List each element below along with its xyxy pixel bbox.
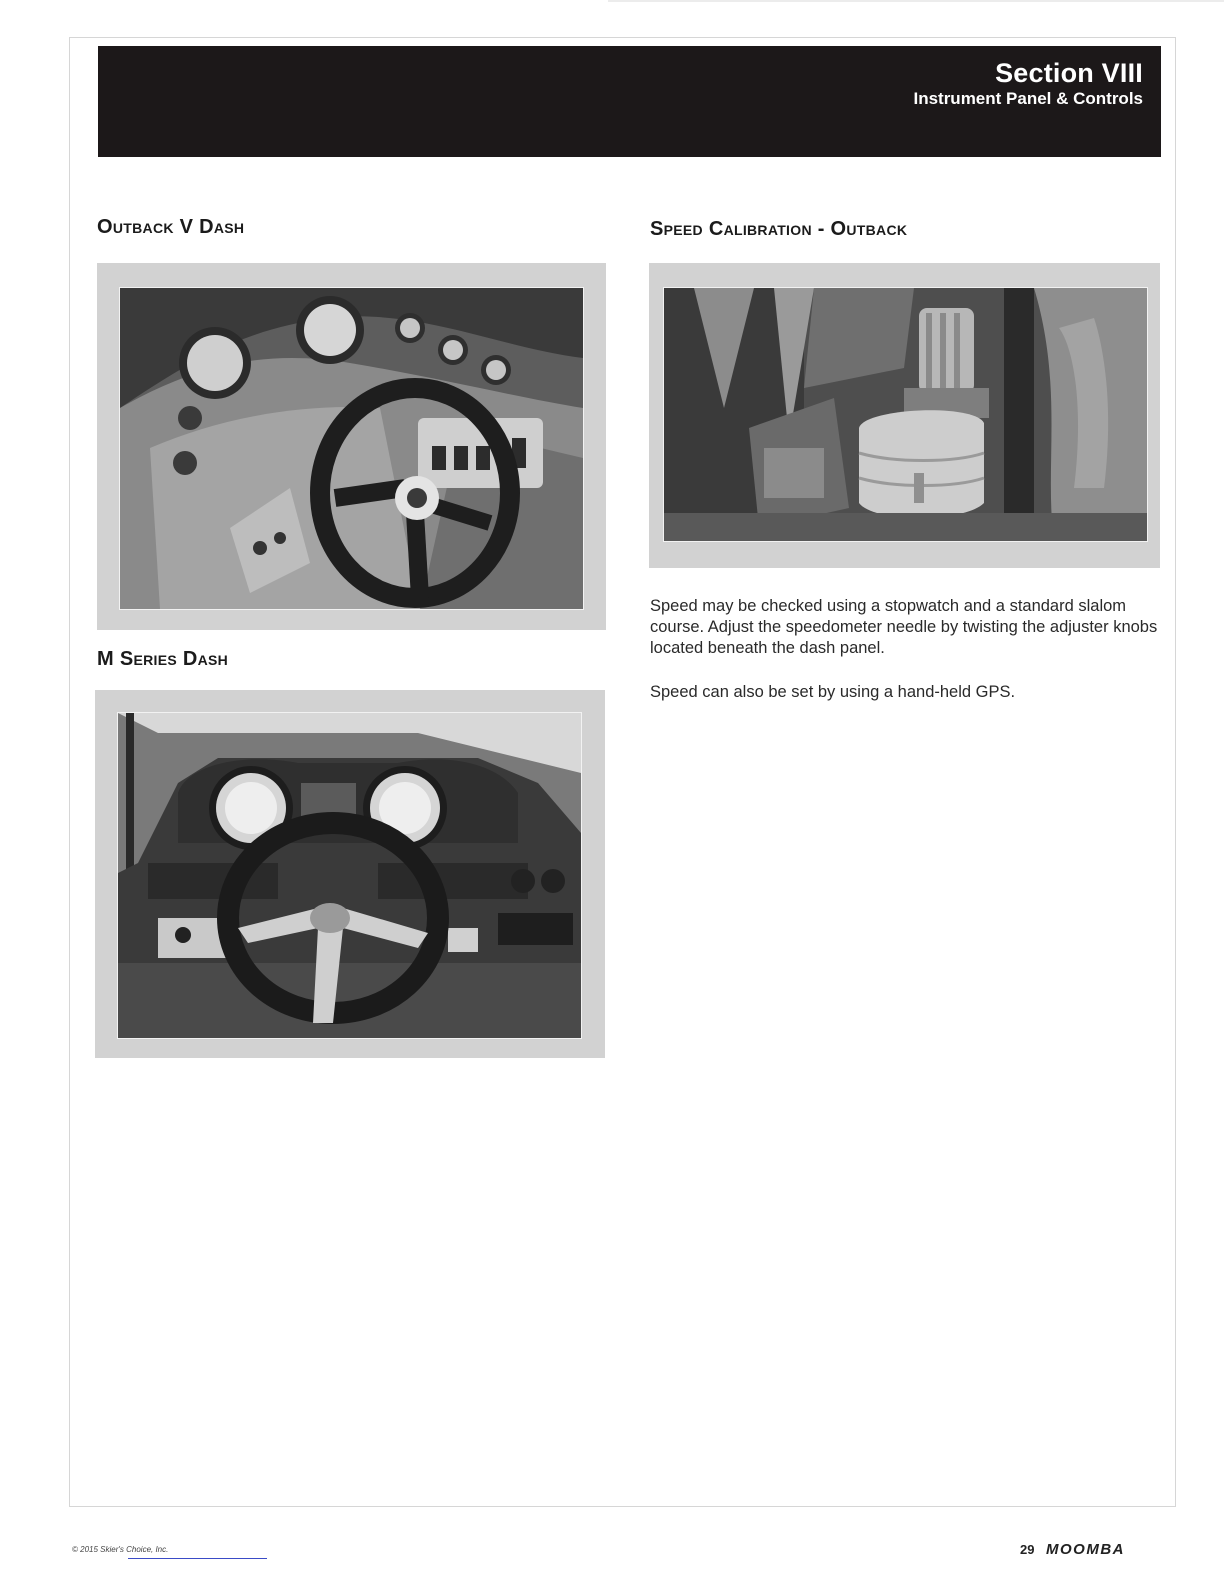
footer-right <box>1020 1540 1174 1558</box>
m-series-dash-photo-frame <box>95 690 605 1058</box>
top-edge-rule <box>608 0 1224 2</box>
m-series-dash-photo <box>117 712 582 1039</box>
speed-calibration-photo-frame <box>649 263 1160 568</box>
moomba-logo-text: MOOMBA <box>1046 1542 1126 1556</box>
speed-calibration-heading: Speed Calibration - Outback <box>650 218 908 240</box>
section-subtitle: Instrument Panel & Controls <box>913 89 1143 108</box>
outback-v-dash-heading: Outback V Dash <box>97 216 245 238</box>
section-title: Section VIII <box>995 58 1143 88</box>
speed-adjuster-knob-photo <box>663 287 1148 542</box>
copyright-notice: © 2015 Skier's Choice, Inc. <box>72 1545 169 1554</box>
blue-link-rule <box>128 1558 267 1559</box>
page-number: 29 <box>1020 1541 1035 1557</box>
m-series-dash-heading: M Series Dash <box>97 648 229 670</box>
moomba-logo <box>1046 1542 1174 1556</box>
section-header-band <box>98 46 1161 157</box>
speed-check-paragraph: Speed may be checked using a stopwatch and a standard slalom course. Adjust the speedometer needle by twisting the adjuster knobs located beneath the dash panel. <box>650 597 1158 657</box>
outback-dash-photo <box>119 287 584 610</box>
outback-dash-photo-frame <box>97 263 606 630</box>
speed-gps-paragraph: Speed can also be set by using a hand-held GPS. <box>650 683 1016 701</box>
